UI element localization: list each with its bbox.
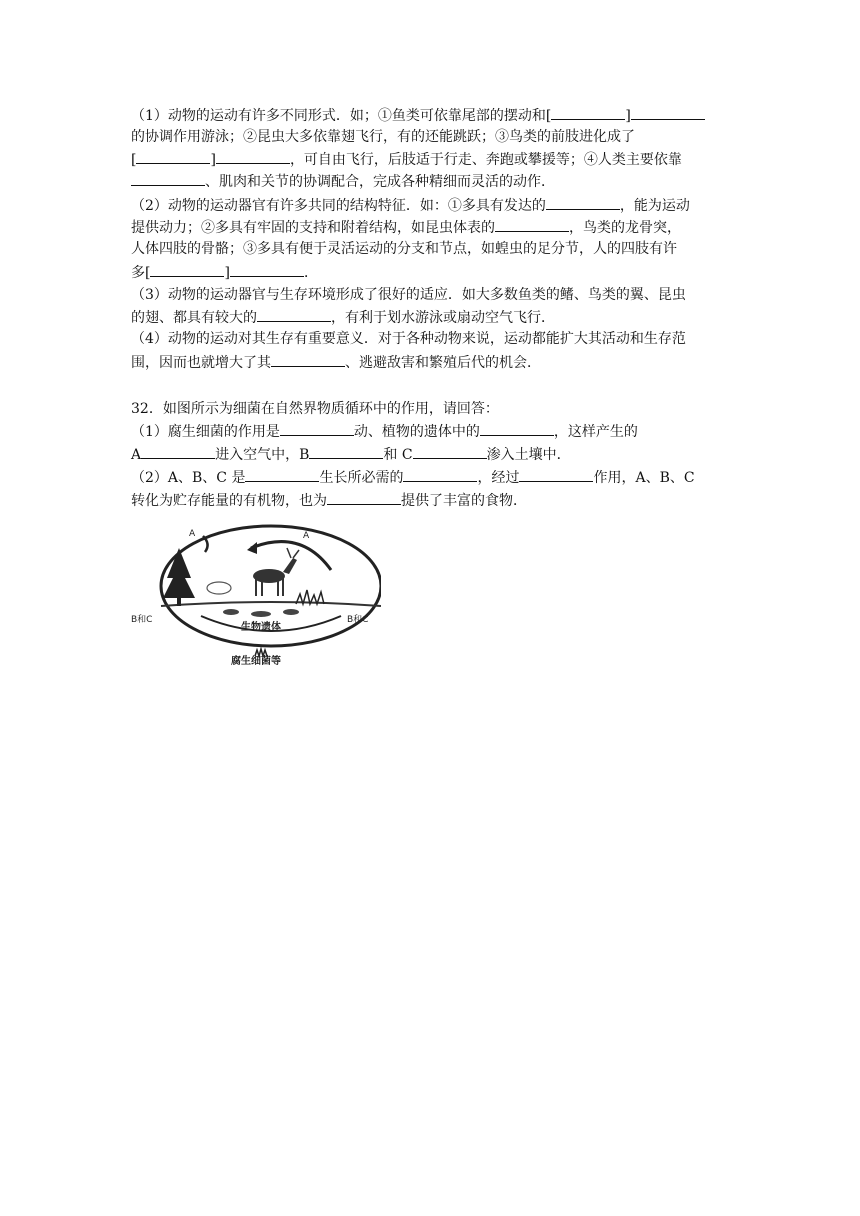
text: [ <box>131 152 137 168</box>
text: （2）A、B、C 是 <box>131 470 246 486</box>
q-line <box>131 261 318 284</box>
text: 作用，A、B、C <box>593 470 695 486</box>
q-line <box>131 420 638 443</box>
text: ] <box>625 108 631 124</box>
text: ． <box>303 265 318 281</box>
text: （1）动物的运动有许多不同形式．如；①鱼类可依靠尾部的摆动和[ <box>131 108 552 124</box>
answer-blank[interactable] <box>230 261 304 277</box>
text: 和 C <box>383 447 413 463</box>
answer-blank[interactable] <box>519 466 593 482</box>
label-bc-left: B和C <box>131 615 153 625</box>
label-remains: 生物遗体 <box>241 622 281 633</box>
material-cycle-diagram <box>131 518 381 666</box>
answer-blank[interactable] <box>245 466 319 482</box>
ground-line <box>161 602 381 606</box>
answer-blank[interactable] <box>327 489 401 505</box>
q-line <box>131 104 705 127</box>
deer-icon <box>253 548 299 596</box>
answer-blank[interactable] <box>141 443 215 459</box>
text: 的翅、都具有较大的 <box>131 310 257 326</box>
answer-blank[interactable] <box>403 466 477 482</box>
answer-blank[interactable] <box>551 104 625 120</box>
text: （1）腐生细菌的作用是 <box>131 424 280 440</box>
q-line <box>131 194 690 217</box>
bacteria-clump <box>255 649 267 656</box>
answer-blank[interactable] <box>216 148 290 164</box>
q-line <box>131 466 695 489</box>
text: 生长所必需的 <box>319 470 404 486</box>
q-line <box>131 216 681 239</box>
text: 提供了丰富的食物． <box>401 493 527 509</box>
text: ] <box>224 265 230 281</box>
text: 提供动力；②多具有牢固的支持和附着结构，如昆虫体表的 <box>131 220 495 236</box>
answer-blank[interactable] <box>546 194 620 210</box>
answer-blank[interactable] <box>280 420 354 436</box>
answer-blank[interactable] <box>257 306 331 322</box>
q-line <box>131 148 682 171</box>
text: 动、植物的遗体中的 <box>353 424 480 440</box>
text: 、逃避敌害和繁殖后代的机会． <box>345 355 541 371</box>
text: （4）动物的运动对其生存有重要意义．对于各种动物来说，运动都能扩大其活动和生存范 <box>131 331 686 347</box>
answer-blank[interactable] <box>150 261 224 277</box>
q-line <box>131 489 527 512</box>
answer-blank[interactable] <box>131 170 205 186</box>
text: ，鸟类的龙骨突， <box>569 220 681 236</box>
label-a-right: A <box>303 531 310 541</box>
text: 围，因而也就增大了其 <box>131 355 271 371</box>
text: 人体四肢的骨骼；③多具有便于灵活运动的分支和节点，如蝗虫的足分节，人的四肢有许 <box>131 241 677 257</box>
tree-trunk <box>177 598 181 606</box>
sheep-icon <box>207 582 231 594</box>
answer-blank[interactable] <box>413 443 487 459</box>
q-line <box>131 328 686 350</box>
text: ，能为运动 <box>619 198 690 214</box>
remains-shape <box>251 611 271 617</box>
text: 进入空气中，B <box>215 447 310 463</box>
q-line <box>131 398 499 420</box>
text: ，可自由飞行，后肢适于行走、奔跑或攀援等；④人类主要依靠 <box>289 152 682 168</box>
text: ，有利于划水游泳或扇动空气飞行． <box>331 310 555 326</box>
text: 、肌肉和关节的协调配合，完成各种精细而灵活的动作． <box>205 174 555 190</box>
q-line <box>131 284 686 306</box>
answer-blank[interactable] <box>631 104 705 120</box>
question-title: 32．如图所示为细菌在自然界物质循环中的作用，请回答： <box>131 401 499 417</box>
text: 多[ <box>131 265 151 281</box>
text: ] <box>210 152 216 168</box>
q-line <box>131 306 555 329</box>
text: 的协调作用游泳；②昆虫大多依靠翅飞行，有的还能跳跃；③鸟类的前肢进化成了 <box>131 129 635 145</box>
text: ，经过 <box>477 470 520 486</box>
answer-blank[interactable] <box>136 148 210 164</box>
answer-blank[interactable] <box>271 351 345 367</box>
answer-blank[interactable] <box>480 420 554 436</box>
label-bc-right: B和C <box>347 615 369 625</box>
text: （2）动物的运动器官有许多共同的结构特征．如：①多具有发达的 <box>131 198 546 214</box>
text: （3）动物的运动器官与生存环境形成了很好的适应．如大多数鱼类的鳍、鸟类的翼、昆虫 <box>131 287 686 303</box>
arrow-head <box>247 542 257 554</box>
label-a-left: A <box>189 529 196 539</box>
q-line <box>131 443 571 466</box>
text: 渗入土壤中． <box>486 447 571 463</box>
q-line <box>131 238 677 260</box>
text: 转化为贮存能量的有机物，也为 <box>131 493 327 509</box>
answer-blank[interactable] <box>309 443 383 459</box>
answer-blank[interactable] <box>495 216 569 232</box>
label-bacteria: 腐生细菌等 <box>231 656 281 666</box>
q-line <box>131 351 541 374</box>
remains-shape <box>283 609 299 615</box>
q-line <box>131 170 555 193</box>
text: A <box>131 447 142 463</box>
q-line <box>131 126 635 148</box>
remains-shape <box>223 609 239 615</box>
text: ，这样产生的 <box>553 424 638 440</box>
tree-icon <box>163 548 195 598</box>
